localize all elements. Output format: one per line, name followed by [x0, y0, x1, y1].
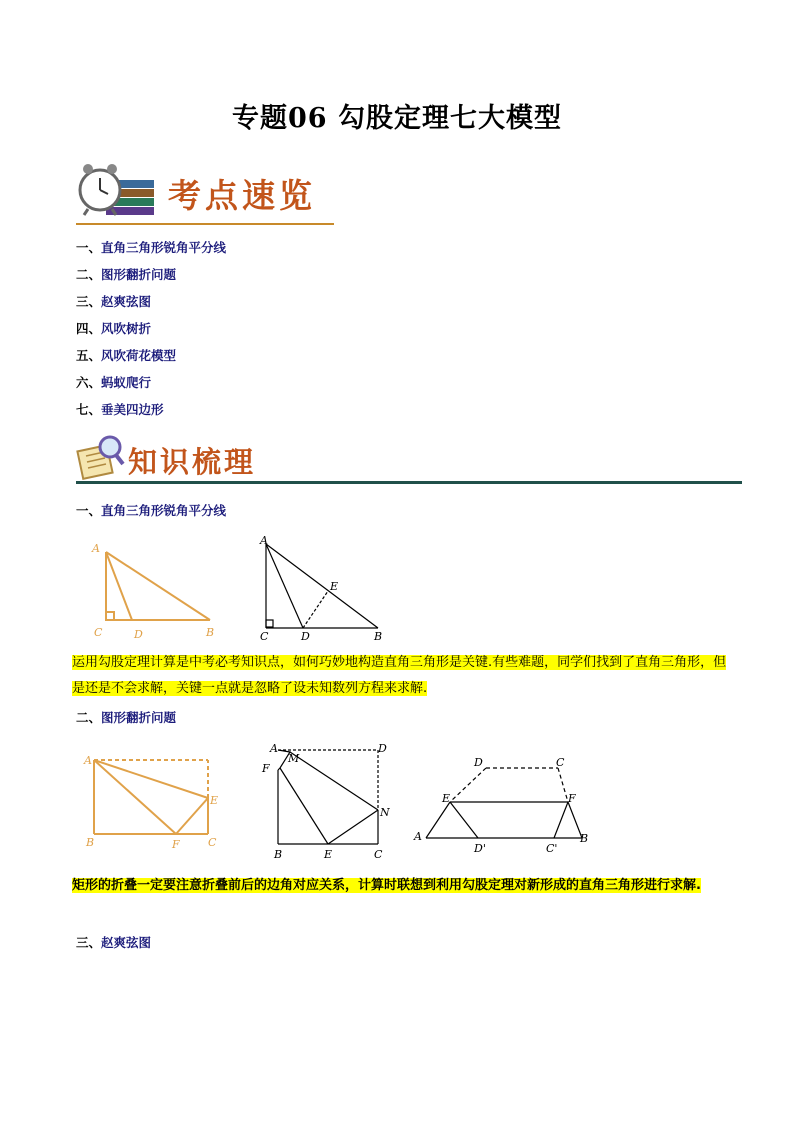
- banner-underline: [76, 223, 334, 225]
- fig4-label: C: [374, 848, 383, 861]
- banner-rule: [76, 481, 742, 484]
- fig1-label: A: [92, 542, 100, 555]
- figure-rectangle-fold-orange: [84, 748, 234, 851]
- fig2-label: B: [374, 630, 383, 643]
- banner-overview: [76, 160, 334, 228]
- fig4-label: D: [378, 742, 387, 755]
- fig5-label: D: [474, 756, 483, 769]
- toc-item: 七、垂美四边形: [76, 402, 164, 417]
- fig2-label: C: [260, 630, 269, 643]
- fig1-label: B: [206, 626, 215, 639]
- figure-square-fold: [260, 740, 390, 860]
- figure-right-triangle-orange: [86, 540, 226, 640]
- fig4-label: A: [270, 742, 278, 755]
- fig5-label: F: [568, 792, 576, 805]
- fig4-label: N: [380, 806, 390, 819]
- fig4-label: B: [274, 848, 283, 861]
- toc-item: 三、赵爽弦图: [76, 294, 152, 309]
- banner-overview-title: 考点速览: [168, 176, 316, 215]
- toc-list: [76, 238, 226, 427]
- fig1-label: D: [134, 628, 143, 641]
- fig4-label: M: [288, 752, 300, 765]
- section-heading-3: 三、赵爽弦图: [76, 935, 152, 950]
- fig2-label: A: [260, 534, 268, 547]
- clock-books-icon: [76, 160, 156, 222]
- banner-knowledge: [76, 432, 742, 488]
- fig3-label: C: [208, 836, 217, 849]
- toc-item: 六、蚂蚁爬行: [76, 375, 152, 390]
- fig4-label: F: [262, 762, 270, 775]
- toc-item: 四、风吹树折: [76, 321, 152, 336]
- fig2-label: E: [330, 580, 339, 593]
- figure-trapezoid-fold: [412, 752, 592, 855]
- section-heading-2: 二、图形翻折问题: [76, 710, 177, 725]
- fig5-label: B: [580, 832, 589, 845]
- fig3-label: F: [172, 838, 180, 851]
- fig3-label: E: [210, 794, 219, 807]
- fig5-label: E: [442, 792, 451, 805]
- magnifier-note-icon: [76, 434, 126, 482]
- fig3-label: A: [84, 754, 92, 767]
- fig5-label: C: [556, 756, 565, 769]
- fig5-label: A: [414, 830, 422, 843]
- fig3-label: B: [86, 836, 95, 849]
- fig1-label: C: [94, 626, 103, 639]
- highlight-text-2: 矩形的折叠一定要注意折叠前后的边角对应关系，计算时联想到利用勾股定理对新形成的直角三角形进行求解.: [72, 878, 701, 893]
- page-title: 专题06 勾股定理七大模型: [232, 103, 562, 134]
- figure-right-triangle-bisector: [256, 534, 396, 643]
- toc-item: 五、风吹荷花模型: [76, 348, 177, 363]
- highlight-text-1: 运用勾股定理计算是中考必考知识点，如何巧妙地构造直角三角形是关键.有些难题，同学们找到了直角三角形，但是还是不会求解，关键一点就是忽略了设未知数列方程来求解.: [72, 655, 727, 696]
- fig2-label: D: [301, 630, 310, 643]
- fig5-label: D': [474, 842, 486, 855]
- toc-item: 二、图形翻折问题: [76, 267, 177, 282]
- banner-knowledge-title: 知识梳理: [128, 445, 257, 479]
- fig5-label: C': [546, 842, 558, 855]
- toc-item: 一、直角三角形锐角平分线: [76, 240, 227, 255]
- section-heading-1: 一、直角三角形锐角平分线: [76, 503, 227, 518]
- fig4-label: E: [324, 848, 333, 861]
